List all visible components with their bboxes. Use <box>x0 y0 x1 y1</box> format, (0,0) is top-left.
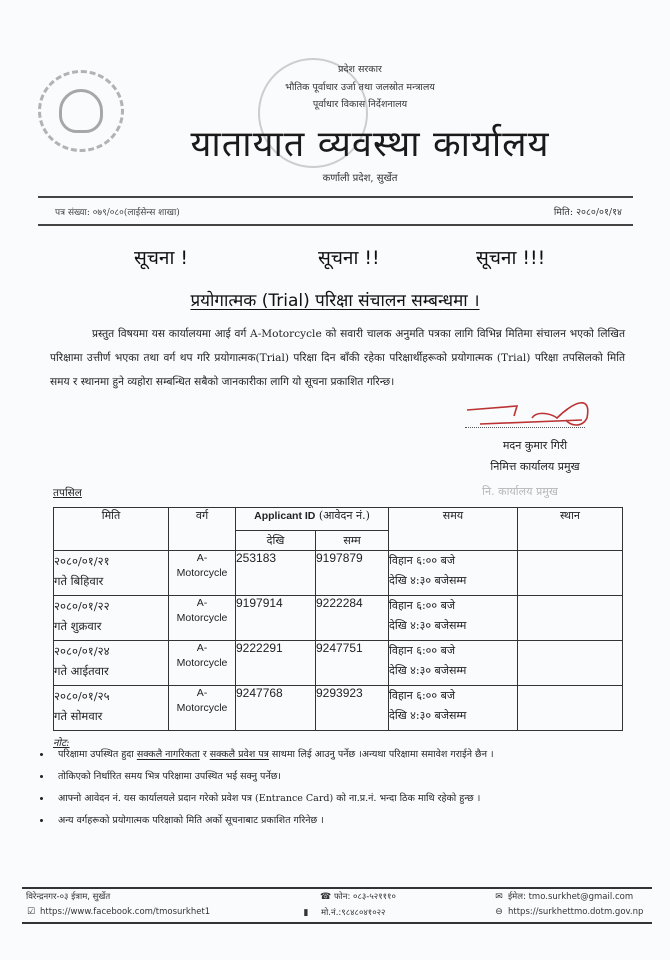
ministry-label: भौतिक पूर्वाधार उर्जा तथा जलस्रोत मन्त्रालय <box>285 82 435 93</box>
reference-divider <box>38 224 633 226</box>
facebook-icon: ☑ <box>26 907 36 917</box>
note-text: साथमा लिई आउनु पर्नेछ ।अन्यथा परिक्षामा समावेश गराईने छैन । <box>268 749 494 760</box>
row-from-id: 253183 <box>236 551 316 596</box>
category-a: A- <box>196 642 208 654</box>
category-a: A- <box>196 597 208 609</box>
time-start: विहान ६:०० बजे <box>389 689 456 702</box>
header-applicant-id <box>236 508 389 531</box>
table-row <box>54 596 623 641</box>
note-text: र <box>199 749 210 760</box>
row-date <box>54 686 169 731</box>
date-value: २०८०/०१/२२ <box>54 599 110 613</box>
time-end: देखि ४:३० बजेसम्म <box>389 619 467 632</box>
time-start: विहान ६:०० बजे <box>389 644 456 657</box>
row-date <box>54 641 169 686</box>
category-b: Motorcycle <box>176 567 228 579</box>
mobile-number: मो.नं.:९८४८०४१०२२ <box>321 908 386 918</box>
time-start: विहान ६:०० बजे <box>389 599 456 612</box>
note-item: • आफ्नो आवेदन नं. यस कार्यालयले प्रदान गरेको प्रवेश पत्र (Entrance Card) को ना.प्र.नं. भन्दा ठिक माथि रहेको हुन्छ । <box>52 792 662 806</box>
signatory-name: मदन कुमार गिरी <box>502 439 568 452</box>
row-time <box>389 596 518 641</box>
time-end: देखि ४:३० बजेसम्म <box>389 709 467 722</box>
row-from-id: 9222291 <box>236 641 316 686</box>
date-value: २०८०/०१/२१ <box>54 554 110 568</box>
row-to-id: 9222284 <box>316 596 389 641</box>
header-category: वर्ग <box>169 508 236 551</box>
applicant-id-np-label: (आवेदन नं.) <box>318 509 370 522</box>
time-start: विहान ६:०० बजे <box>389 554 456 567</box>
notice-subject <box>0 288 670 311</box>
footer-phone <box>320 891 396 902</box>
row-to-id: 9197879 <box>316 551 389 596</box>
row-to-id: 9293923 <box>316 686 389 731</box>
note-text: परिक्षामा उपस्थित हुदा <box>58 749 137 760</box>
category-a: A- <box>196 552 208 564</box>
letter-reference-number: पत्र संख्या: ०७९/०८०(लाईसेन्स शाखा) <box>55 208 180 218</box>
row-date <box>54 596 169 641</box>
notice-label-1: सूचना ! <box>134 247 189 269</box>
email-icon: ✉ <box>495 892 503 902</box>
footer-bottom-divider <box>22 922 652 924</box>
header-to: सम्म <box>316 531 389 551</box>
note-item <box>52 748 662 762</box>
row-time <box>389 641 518 686</box>
footer-top-divider <box>22 887 652 889</box>
notice-label-3: सूचना !!! <box>476 247 546 269</box>
time-end: देखि ४:३० बजेसम्म <box>389 664 467 677</box>
notice-label-2: सूचना !! <box>318 247 380 269</box>
row-from-id: 9247768 <box>236 686 316 731</box>
notes-list <box>40 748 662 836</box>
office-title: यातायात व्यवस्था कार्यालय <box>190 124 550 165</box>
row-category <box>169 596 236 641</box>
note-emphasis-citizenship: सक्कलै नागरिकता <box>136 749 200 760</box>
table-row <box>54 551 623 596</box>
nepal-emblem-logo <box>38 70 124 152</box>
row-from-id: 9197914 <box>236 596 316 641</box>
day-value: गते सोमवार <box>54 709 103 723</box>
note-emphasis-entrance-card: सक्कलै प्रवेश पत्र <box>209 749 269 760</box>
row-category <box>169 551 236 596</box>
table-row <box>54 641 623 686</box>
note-item: • अन्य वर्गहरूको प्रयोगात्मक परिक्षाको मिति अर्को सूचनाबाट प्रकाशित गरिनेछ । <box>52 814 662 828</box>
footer-mobile <box>301 907 385 918</box>
table-row <box>54 686 623 731</box>
directorate-label: पूर्वाधार विकास निर्देशनालय <box>312 99 408 110</box>
globe-icon: ⊖ <box>495 907 503 917</box>
footer-address: विरेन्द्रनगर-०३ ईत्राम, सुर्खेत <box>26 892 111 902</box>
row-time <box>389 551 518 596</box>
email-address[interactable]: ईमेल: tmo.surkhet@gmail.com <box>508 892 634 902</box>
signature-line <box>465 427 585 428</box>
category-b: Motorcycle <box>176 702 228 714</box>
trial-schedule-table <box>53 507 623 731</box>
row-venue <box>518 641 623 686</box>
category-a: A- <box>196 687 208 699</box>
row-category <box>169 641 236 686</box>
mobile-icon: ▮ <box>303 908 309 918</box>
header-time: समय <box>389 508 518 551</box>
row-to-id: 9247751 <box>316 641 389 686</box>
date-value: २०८०/०१/२५ <box>54 689 110 703</box>
notice-body-paragraph: प्रस्तुत विषयमा यस कार्यालयमा आई वर्ग A-Motorcycle को सवारी चालक अनुमति पत्रका लागि विभिन्न मितिमा संचालन भएको लिखित परिक्षामा उत्तीर्ण भएका तथा वर्ग थप गरि प्रयोगात्मक(Trial) परिक्षा दिन बाँकी रहेका परिक्षार्थीहरूको प्रयोगात्मक (Trial) परिक्षा तपसिलको मिति समय र स्थानमा हुने व्यहोरा सम्बन्धित सबैको जानकारीका लागि यो सूचना प्रकाशित गरिन्छ। <box>50 328 625 388</box>
day-value: गते शुक्रवार <box>54 619 102 633</box>
row-category <box>169 686 236 731</box>
faded-stamp: नि. कार्यालय प्रमुख <box>482 485 558 498</box>
phone-number: फोन: ०८३-५२१११० <box>334 892 396 902</box>
header-venue: स्थान <box>518 508 623 551</box>
government-label: प्रदेश सरकार <box>338 64 382 75</box>
footer-website[interactable] <box>494 907 643 917</box>
applicant-id-label: Applicant ID <box>254 510 316 522</box>
notes-label: नोट: <box>53 738 70 749</box>
row-venue <box>518 551 623 596</box>
signatory-title: निमित्त कार्यालय प्रमुख <box>490 460 580 473</box>
day-value: गते बिहिवार <box>54 574 104 588</box>
row-date <box>54 551 169 596</box>
time-end: देखि ४:३० बजेसम्म <box>389 574 467 587</box>
day-value: गते आईतवार <box>54 664 109 678</box>
category-b: Motorcycle <box>176 657 228 669</box>
note-item: • तोकिएको निर्धारित समय भित्र परिक्षामा उपस्थित भई सक्नु पर्नेछ। <box>52 770 662 784</box>
date-value: २०८०/०१/२४ <box>54 644 110 658</box>
row-time <box>389 686 518 731</box>
category-b: Motorcycle <box>176 612 228 624</box>
footer-email[interactable] <box>494 891 633 902</box>
phone-icon: ☎ <box>320 892 332 902</box>
row-venue <box>518 596 623 641</box>
facebook-link[interactable]: https://www.facebook.com/tmosurkhet1 <box>40 907 211 917</box>
header-from: देखि <box>236 531 316 551</box>
website-link[interactable]: https://surkhettmo.dotm.gov.np <box>508 907 644 917</box>
header-date: मिति <box>54 508 169 551</box>
header-divider <box>38 196 633 198</box>
signature-mark <box>462 398 597 438</box>
office-location: कर्णाली प्रदेश, सुर्खेत <box>322 173 398 184</box>
letter-date: मिति: २०८०/०१/१४ <box>553 207 622 218</box>
footer-facebook[interactable] <box>26 907 210 917</box>
row-venue <box>518 686 623 731</box>
schedule-label: तपसिल <box>53 487 82 499</box>
subject-text: प्रयोगात्मक (Trial) परिक्षा संचालन सम्बन्धमा । <box>190 291 480 311</box>
